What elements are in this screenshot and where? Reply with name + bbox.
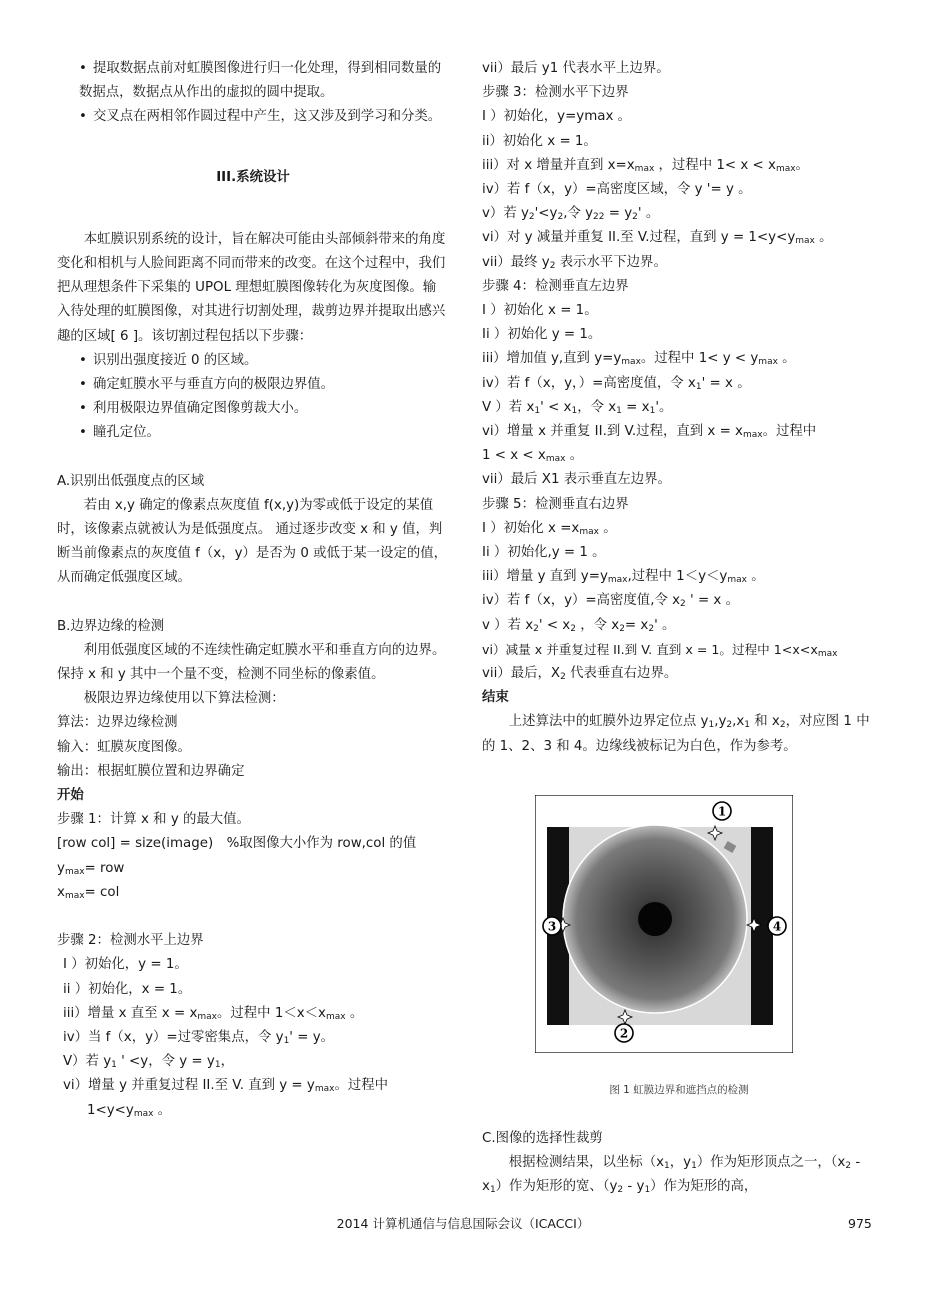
step4-line-cont: $1 < x < x_{max}$ 。: [482, 448, 584, 465]
step4-title: 步骤 4：检测垂直左边界: [482, 278, 629, 294]
step2-line: I ）初始化，y = 1。: [63, 957, 188, 973]
step2-line: iii）增量 x 直至 $x = x_{max}$。过程中 $1<x<x_{max}$ 。: [63, 1005, 364, 1022]
step4-line: vi）增量 x 并重复 II.到 V.过程，直到 $x = x_{max}$。过程中: [482, 424, 817, 441]
label-2: 2: [619, 1026, 629, 1041]
subsection-a-text: 若由 x,y 确定的像素点灰度值 f(x,y)为零或低于设定的某值时，该像素点就被认为是低强度点。 通过逐步改变 x 和 y 值，判断当前像素点的灰度值 f（x，y）是否为 0 或低于某一设定的值，从而确定低强度区域。: [57, 497, 448, 586]
step3-line: I ）初始化，y=ymax 。: [482, 109, 632, 125]
step2-line: iv）当 f（x，y）=过零密集点，令 $y_1' = y$。: [63, 1029, 335, 1046]
step3-line: vi）对 y 减量并重复 II.至 V.过程，直到 $y = 1<y<y_{max}$ 。: [482, 230, 833, 247]
figure-caption: 图 1 虹膜边界和遮挡点的检测: [609, 1084, 749, 1096]
step2-line: vi）增量 y 并重复过程 II.至 V. 直到 $y = y_{max}$。过程中: [63, 1078, 389, 1095]
step5-line: vi）减量 x 并重复过程 II.到 V. 直到 x = 1。过程中 $1<x<x_{max}$: [482, 641, 838, 659]
bullet-item: • 确定虹膜水平与垂直方向的极限边界值。: [79, 377, 335, 393]
page-number: 975: [848, 1216, 872, 1231]
end-label: 结束: [482, 690, 509, 706]
label-1: 1: [717, 804, 727, 819]
step5-line: Ii ）初始化,y = 1 。: [482, 545, 606, 561]
section-title: III.系统设计: [216, 169, 290, 185]
right-column: [482, 57, 876, 759]
step5-line: iv）若 f（x，y）=高密度值,令 $x_2$ ' = x 。: [482, 593, 740, 610]
intro-paragraph: 本虹膜识别系统的设计，旨在解决可能由头部倾斜带来的角度变化和相机与人脸间距离不同而带来的改变。在这个过程中，我们把从理想条件下采集的 UPOL 理想虹膜图像转化为灰度图像。输入待处理的虹膜图像，对其进行切割处理，裁剪边界并提取出感兴趣的区域[ 6 ]。该切割过程包括以下步骤：: [57, 231, 446, 344]
step2-final: vii）最后 y1 代表水平上边界。: [482, 61, 670, 76]
subsection-c-text: 根据检测结果，以坐标（$x_1$，$y_1$）作为矩形顶点之一，$(x_2 - x_1)$作为矩形的宽、$(y_2 - y_1)$作为矩形的高，: [482, 1155, 861, 1196]
step4-line: iii）增加值 y,直到 $y=y_{max}$。过程中 $1< y < y_{max}$ 。: [482, 351, 796, 368]
step1-code: [row col] = size(image) %取图像大小作为 row,col 的值: [57, 836, 417, 852]
iris-figure: [535, 795, 793, 1053]
step5-title: 步骤 5：检测垂直右边界: [482, 496, 629, 512]
algorithm-intro: 极限边界边缘使用以下算法检测：: [83, 691, 285, 707]
step2-line: ii ）初始化，x = 1。: [63, 981, 192, 997]
step2-line-cont: $1<y<y_{max}$ 。: [87, 1102, 172, 1119]
conference-name: 2014 计算机通信与信息国际会议（ICACCI）: [336, 1216, 590, 1231]
step5-line: v ）若 $x_2' < x_2$ ，令 $x_2= x_2'$ 。: [482, 617, 676, 634]
step5-line: vii）最后，$X_2$ 代表垂直右边界。: [482, 666, 678, 683]
subsection-a-title: A.识别出低强度点的区域: [57, 473, 205, 489]
step4-line: V ）若 $x_1' < x_1$，令 $x_1 = x_1'$。: [482, 399, 673, 416]
label-3: 3: [547, 919, 557, 934]
step2-line: V）若 $y_1$ ' <y，令 $y = y_1$，: [63, 1054, 234, 1071]
begin-label: 开始: [57, 788, 84, 804]
algorithm-name: 算法：边界边缘检测: [57, 715, 178, 731]
step1-ymax: $y_{max}=$ row: [57, 860, 125, 877]
step3-title: 步骤 3：检测水平下边界: [482, 85, 629, 101]
step3-line: v）若 $y_2'<y_2$,令 $y_{22} = y_2'$ 。: [482, 206, 660, 223]
bullet-item: • 利用极限边界值确定图像剪裁大小。: [79, 401, 308, 417]
left-column: [57, 57, 449, 1123]
bullet-item: • 提取数据点前对虹膜图像进行归一化处理，得到相同数量的数据点，数据点从作出的虚拟的圆中提取。: [79, 61, 442, 101]
pupil: [638, 902, 672, 936]
step4-line: I ）初始化 x = 1。: [482, 303, 598, 319]
step1-xmax: $x_{max}=$ col: [57, 884, 120, 901]
right-column-lower: [482, 1127, 876, 1200]
algorithm-output: 输出：根据虹膜位置和边界确定: [57, 763, 245, 779]
subsection-c-title: C.图像的选择性裁剪: [482, 1131, 603, 1146]
step4-line: iv）若 f（x，y，）=高密度值，令 $x_1' = x$ 。: [482, 375, 751, 392]
step5-line: I ）初始化 $x =x_{max}$ 。: [482, 520, 617, 537]
step3-line: iii）对 x 增量并直到 $x=x_{max}$ ，过程中 $1< x < x_{max}$。: [482, 157, 809, 174]
bullet-item: • 瞳孔定位。: [79, 425, 160, 441]
algorithm-input: 输入：虹膜灰度图像。: [57, 739, 191, 755]
bullet-item: • 交叉点在两相邻作圆过程中产生，这又涉及到学习和分类。: [79, 109, 442, 125]
step3-line: iv）若 f（x，y）=高密度区域，令 y '= y 。: [482, 182, 752, 198]
step3-line: ii）初始化 x = 1。: [482, 133, 597, 149]
subsection-b-title: B.边界边缘的检测: [57, 618, 165, 634]
label-4: 4: [772, 919, 782, 934]
step5-line: iii）增量 y 直到 $y=y_{max}$,过程中 $1<y<y_{max}$ 。: [482, 569, 765, 586]
conclusion-paragraph: 上述算法中的虹膜外边界定位点 $y_1,y_2,x_1$ 和 $x_2$，对应图 1 中的 1、2、3 和 4。边缘线被标记为白色，作为参考。: [482, 714, 870, 754]
step4-line: Ii ）初始化 y = 1。: [482, 327, 602, 343]
bullet-item: • 识别出强度接近 0 的区域。: [79, 352, 258, 368]
step4-line: vii）最后 X1 表示垂直左边界。: [482, 472, 671, 488]
step1-title: 步骤 1：计算 x 和 y 的最大值。: [57, 812, 250, 828]
subsection-b-text: 利用低强度区域的不连续性确定虹膜水平和垂直方向的边界。保持 x 和 y 其中一个量不变，检测不同坐标的像素值。: [57, 642, 446, 683]
step3-line: vii）最终 $y_2$ 表示水平下边界。: [482, 254, 667, 271]
step2-title: 步骤 2：检测水平上边界: [57, 933, 204, 949]
